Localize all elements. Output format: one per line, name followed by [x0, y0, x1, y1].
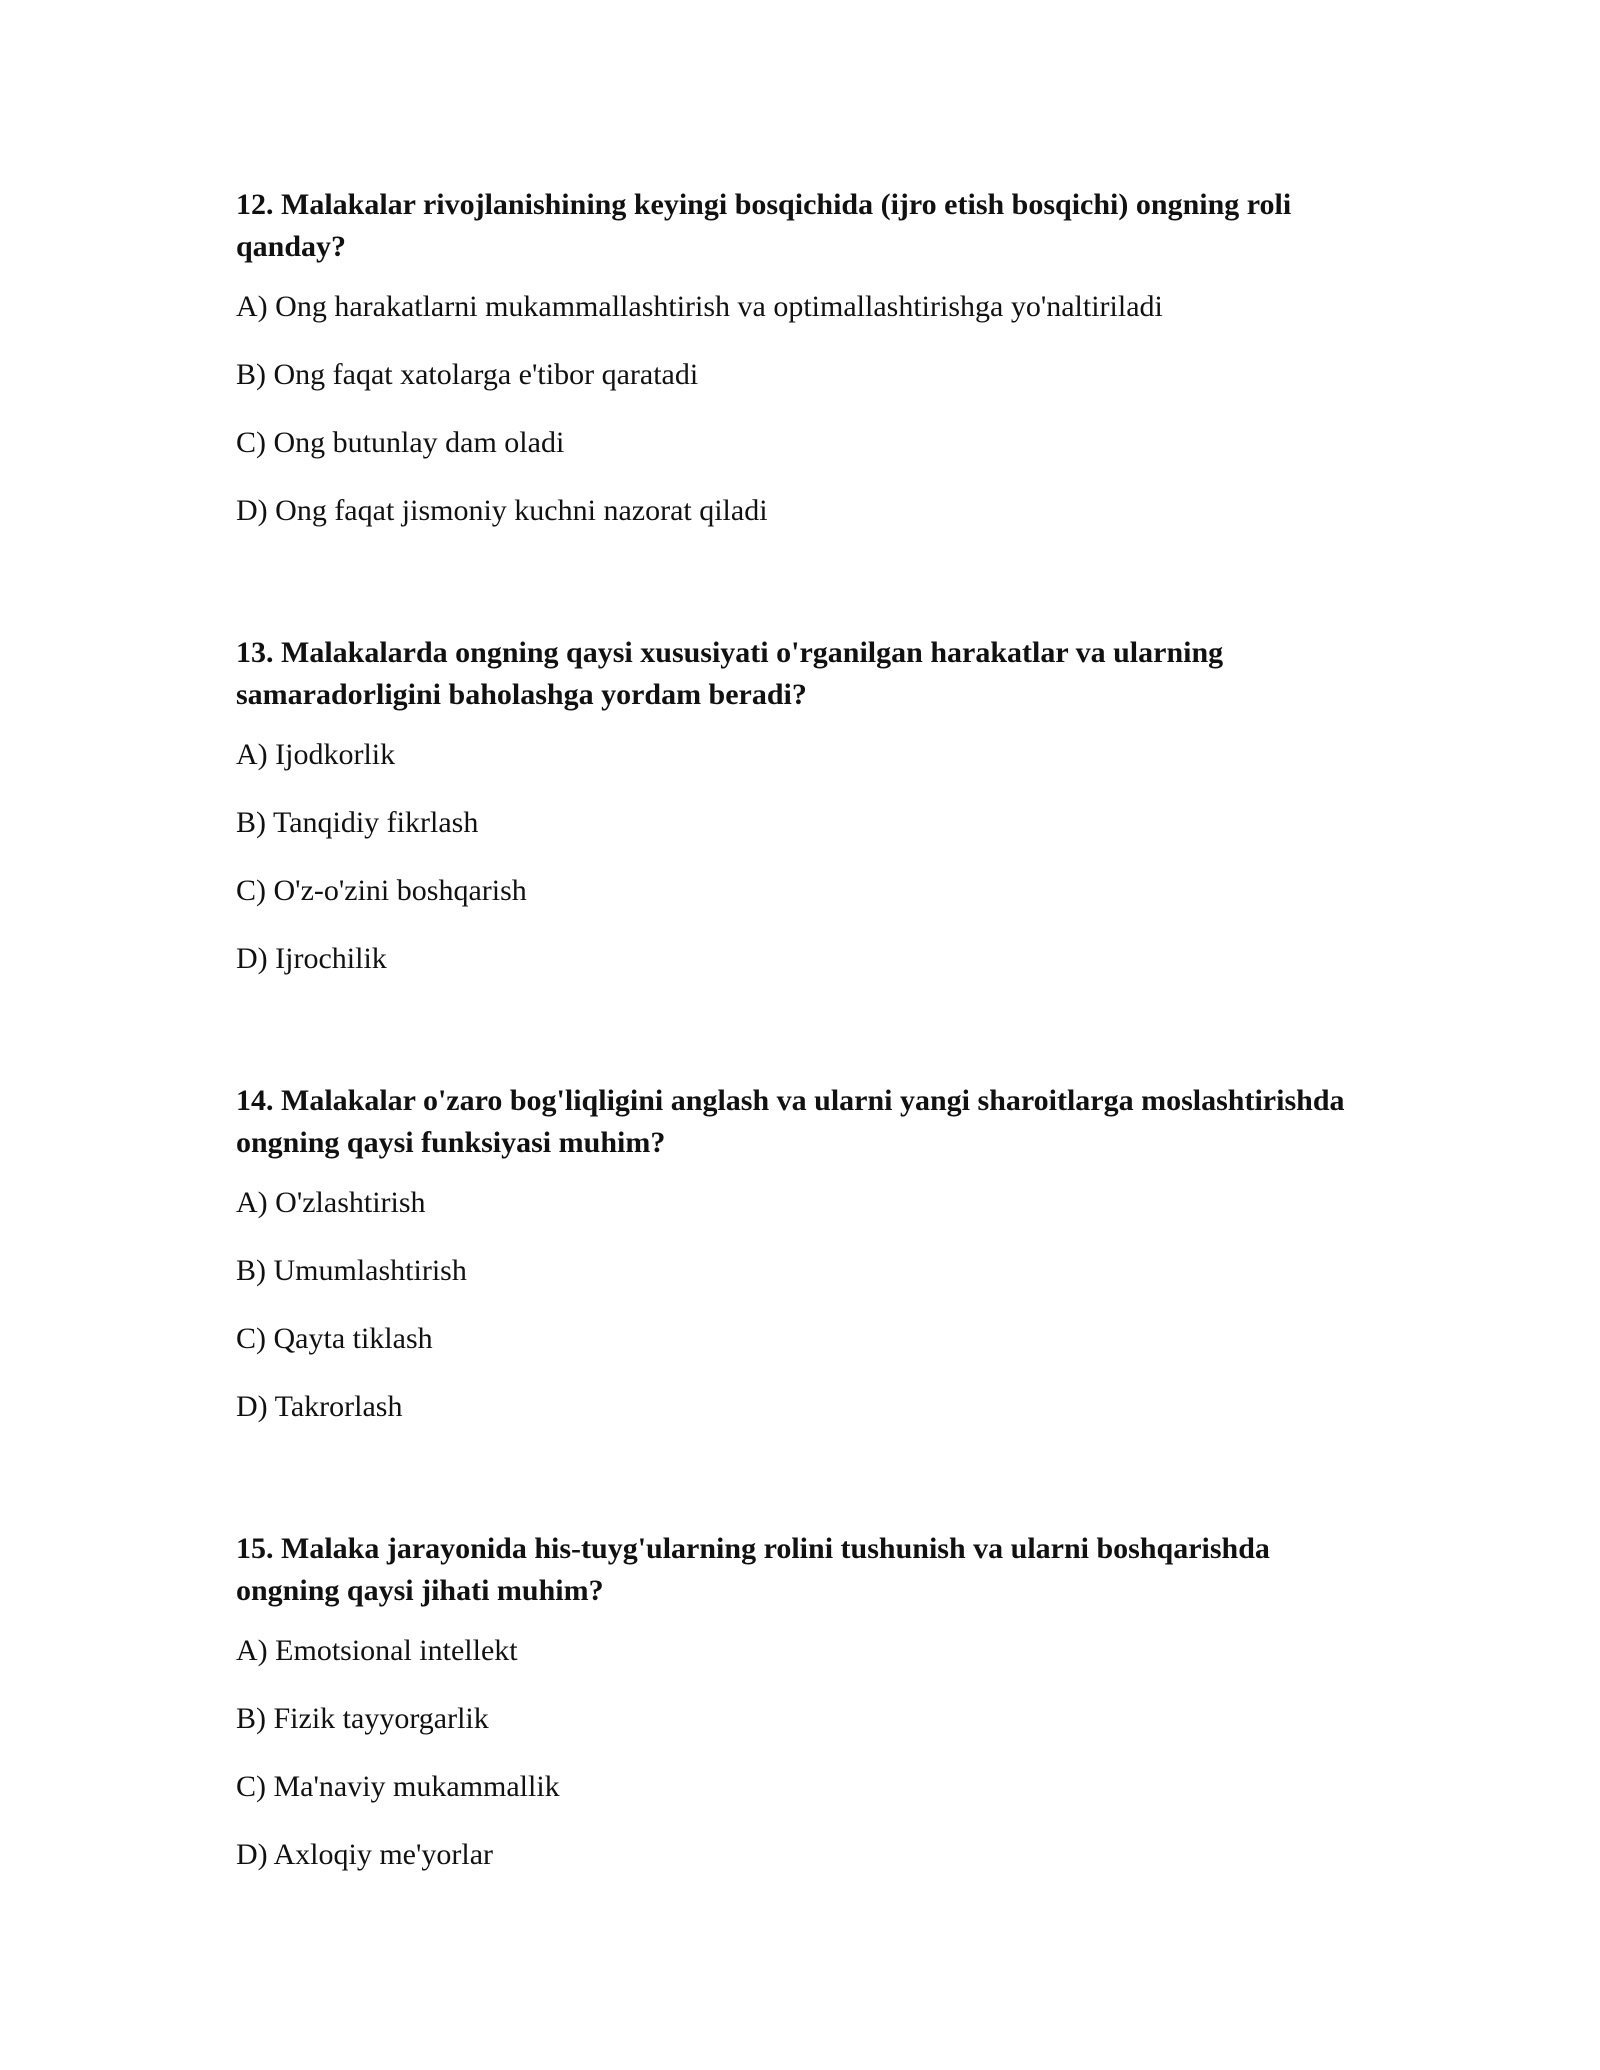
question-text: 12. Malakalar rivojlanishining keyingi bosqichida (ijro etish bosqichi) ongning roli qanday?	[236, 188, 1292, 263]
option-c: C) Ong butunlay dam oladi	[236, 426, 565, 459]
question-text: 13. Malakalarda ongning qaysi xususiyati o'rganilgan harakatlar va ularning samaradorligini baholashga yordam beradi?	[236, 636, 1224, 711]
option-a: A) O'zlashtirish	[236, 1186, 426, 1219]
option-b: B) Ong faqat xatolarga e'tibor qaratadi	[236, 358, 699, 391]
option-c: C) Qayta tiklash	[236, 1322, 433, 1355]
option-a: A) Emotsional intellekt	[236, 1634, 518, 1667]
option-b: B) Tanqidiy fikrlash	[236, 806, 479, 839]
option-d: D) Ong faqat jismoniy kuchni nazorat qiladi	[236, 494, 768, 527]
question-text: 15. Malaka jarayonida his-tuyg'ularning rolini tushunish va ularni boshqarishda ongning qaysi jihati muhim?	[236, 1532, 1270, 1607]
question-text: 14. Malakalar o'zaro bog'liqligini anglash va ularni yangi sharoitlarga moslashtirishda ongning qaysi funksiyasi muhim?	[236, 1084, 1345, 1159]
option-b: B) Umumlashtirish	[236, 1254, 467, 1287]
option-b: B) Fizik tayyorgarlik	[236, 1702, 489, 1735]
option-a: A) Ijodkorlik	[236, 738, 396, 771]
option-d: D) Ijrochilik	[236, 942, 387, 975]
question-14	[236, 1080, 1376, 1424]
question-12	[236, 184, 1376, 528]
document-page	[236, 184, 1376, 1872]
option-d: D) Takrorlash	[236, 1390, 403, 1423]
option-c: C) Ma'naviy mukammallik	[236, 1770, 560, 1803]
option-a: A) Ong harakatlarni mukammallashtirish va optimallashtirishga yo'naltiriladi	[236, 290, 1163, 323]
option-d: D) Axloqiy me'yorlar	[236, 1838, 494, 1871]
question-15	[236, 1528, 1376, 1872]
question-13	[236, 632, 1376, 976]
option-c: C) O'z-o'zini boshqarish	[236, 874, 527, 907]
